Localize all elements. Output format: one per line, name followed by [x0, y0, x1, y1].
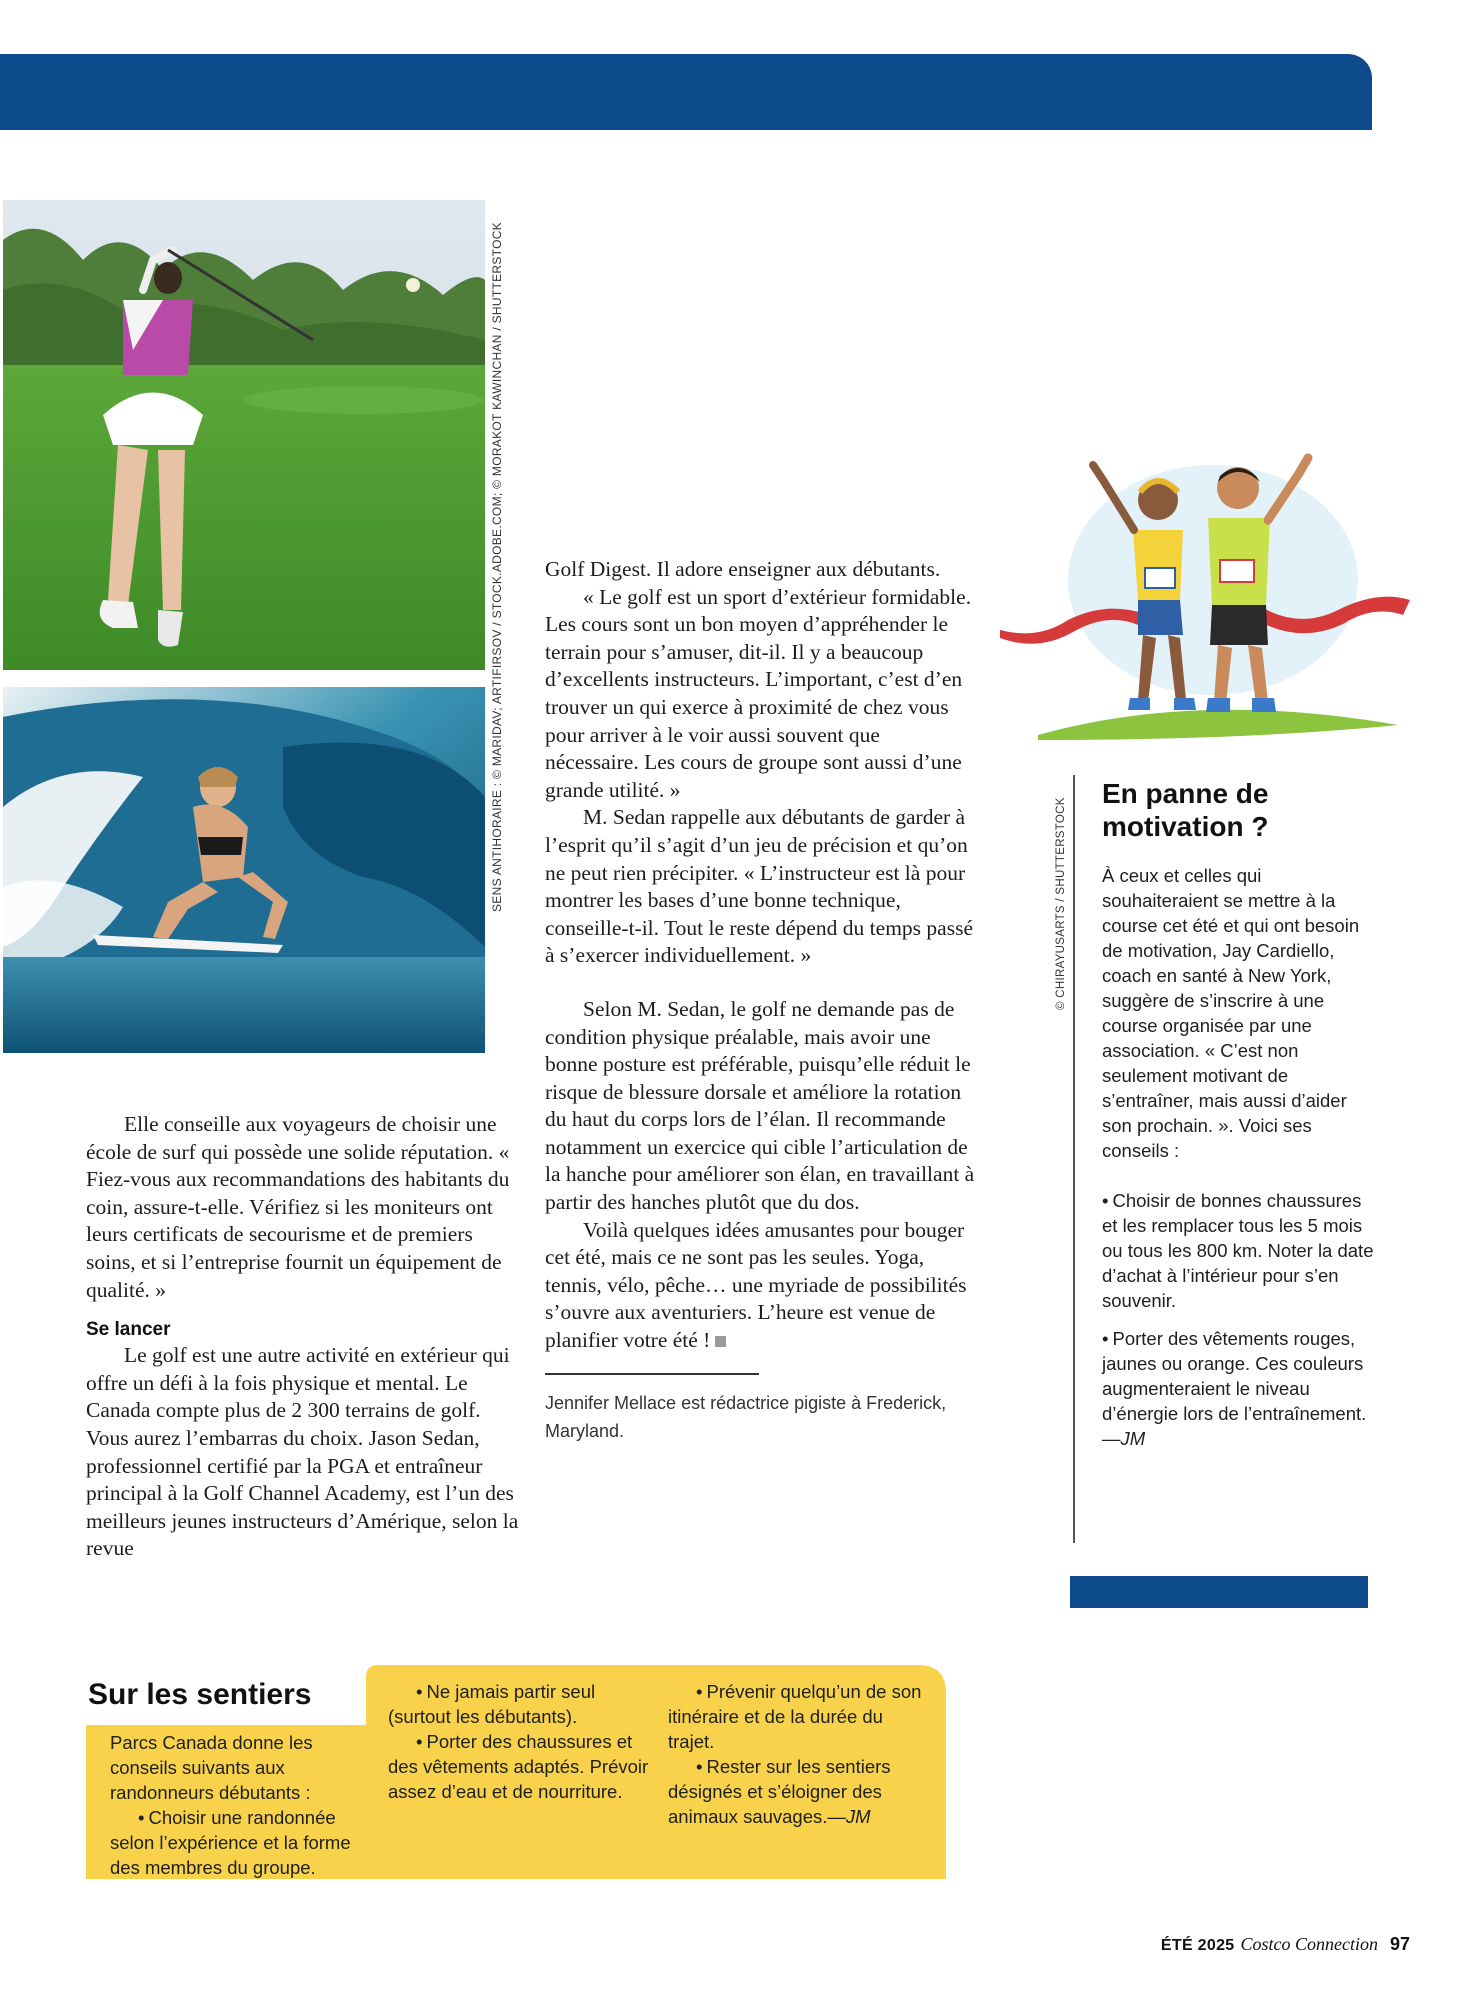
trail-tip-gear: • Porter des chaussures et des vêtements adaptés. Prévoir assez d’eau et de nourriture. — [388, 1731, 648, 1802]
footer-magazine: Costco Connection — [1240, 1934, 1378, 1954]
trail-column-3 — [668, 1679, 930, 1829]
article-column-left — [86, 1111, 522, 1563]
trail-column-1 — [110, 1730, 368, 1880]
paragraph-golf-quote: « Le golf est un sport d’extérieur formidable. Les cours sont un bon moyen d’appréhender le terrain pour s’amuser, dit-il. Il y a beaucoup d’excellents instructeurs. L’important, c’est d’en trouver un qui exerce à proximité de chez vous pour arriver à le voir aussi souvent que nécessaire. Les cours de groupe sont aussi d’une grande utilité. » — [545, 584, 972, 802]
trail-tip-stay-on-trail: • Rester sur les sentiers désignés et s’éloigner des animaux sauvages. — [668, 1756, 891, 1827]
trail-tip-never-alone: • Ne jamais partir seul (surtout les débutants). — [388, 1681, 595, 1727]
subhead-se-lancer: Se lancer — [86, 1319, 171, 1341]
article-column-middle — [545, 556, 977, 1445]
sidebar-divider — [1073, 775, 1075, 1543]
paragraph-surf-school: Elle conseille aux voyageurs de choisir une école de surf qui possède une solide réputation. « Fiez-vous aux recommandations des habitants du coin, assure-t-elle. Vérifiez si les moniteurs ont leurs certificats de secourisme et de premiers soins, et si l’entreprise fournit un équipement de qualité. » — [86, 1112, 510, 1302]
footer-season: ÉTÉ 2025 — [1160, 1937, 1235, 1954]
sidebar-tip-colors-text: Porter des vêtements rouges, jaunes ou orange. Ces couleurs augmenteraient le niveau d’énergie lors de l’entraînement. — [1102, 1328, 1367, 1424]
sidebar-signature: —JM — [1102, 1428, 1146, 1449]
golf-player-photo — [3, 200, 485, 670]
trail-signature: —JM — [827, 1806, 871, 1827]
bio-divider — [545, 1373, 759, 1375]
conclusion-text: Voilà quelques idées amusantes pour bouger cet été, mais ce ne sont pas les seules. Yoga, tennis, vélo, pêche… une myriade de possibilités s’ouvre aux aventuriers. L’heure est venue de planifier votre été ! — [545, 1217, 967, 1353]
header-color-bar — [0, 54, 1372, 130]
paragraph-posture: Selon M. Sedan, le golf ne demande pas de condition physique préalable, mais avoir une bonne posture est préférable, puisqu’elle réduit le risque de blessure dorsale et améliore la rotation du haut du corps lors de l’élan. Il recommande notamment un exercice qui cible l’articulation de la hanche pour améliorer son élan, en travaillant à partir des hanches plutôt que du dos. — [545, 996, 975, 1215]
trail-box-title: Sur les sentiers — [88, 1678, 312, 1711]
sidebar-intro: À ceux et celles qui souhaiteraient se mettre à la course cet été et qui ont besoin de motivation, Jay Cardiello, coach en santé à New York, suggère de s’inscrire à une course organisée par une association. « C’est non seulement motivant de s’entraîner, mais aussi d’aider son prochain. ». Voici ses conseils : — [1102, 865, 1360, 1161]
trail-column-2 — [388, 1679, 650, 1804]
paragraph-golf-digest: Golf Digest. Il adore enseigner aux débutants. — [545, 557, 941, 581]
paragraph-golf-intro: Le golf est une autre activité en extérieur qui offre un défi à la fois physique et mental. Le Canada compte plus de 2 300 terrains de golf. Vous aurez l’embarras du choix. Jason Sedan, professionnel certifié par la PGA et entraîneur principal à la Golf Channel Academy, est l’un des meilleurs jeunes instructeurs d’Amérique, selon la revue — [86, 1343, 519, 1561]
author-bio: Jennifer Mellace est rédactrice pigiste à Frederick, Maryland. — [545, 1392, 947, 1441]
paragraph-conclusion — [545, 1217, 977, 1355]
surfer-photo — [3, 687, 485, 1053]
trail-intro: Parcs Canada donne les conseils suivants aux randonneurs débutants : — [110, 1732, 313, 1803]
paragraph-precision: M. Sedan rappelle aux débutants de garder à l’esprit qu’il s’agit d’un jeu de précision et qu’on ne peut rien précipiter. « L’instructeur est là pour montrer les bases d’une bonne technique, conseille-t-il. Tout le reste dépend du temps passé à s’exercer individuellement. » — [545, 805, 973, 968]
page-number: 97 — [1389, 1934, 1410, 1954]
sidebar-tip-colors — [1102, 1326, 1378, 1451]
page-footer — [1161, 1934, 1410, 1955]
photo-credit: SENS ANTIHORAIRE : © MARIDAV; ARTIFIRSOV / STOCK.ADOBE.COM; © MORAKOT KAWINCHAN / SHUTTERSTOCK — [490, 222, 504, 912]
runners-finish-line-illustration — [998, 440, 1418, 755]
trail-tip-tell-someone: • Prévenir quelqu’un de son itinéraire et de la durée du trajet. — [668, 1681, 921, 1752]
sidebar-tip-shoes: • Choisir de bonnes chaussures et les remplacer tous les 5 mois ou tous les 800 km. Noter la date d’achat à l’intérieur pour s’en souvenir. — [1102, 1188, 1378, 1313]
end-mark-icon — [715, 1336, 726, 1347]
trail-tips-box — [86, 1665, 946, 1879]
illustration-credit: © CHIRAYUSARTS / SHUTTERSTOCK — [1055, 797, 1067, 1010]
sidebar-bottom-bar — [1070, 1576, 1368, 1608]
motivation-sidebar — [1102, 777, 1378, 1451]
trail-tip-choose-hike: • Choisir une randonnée selon l’expérience et la forme des membres du groupe. — [110, 1807, 351, 1878]
sidebar-title: En panne de motivation ? — [1102, 778, 1269, 842]
